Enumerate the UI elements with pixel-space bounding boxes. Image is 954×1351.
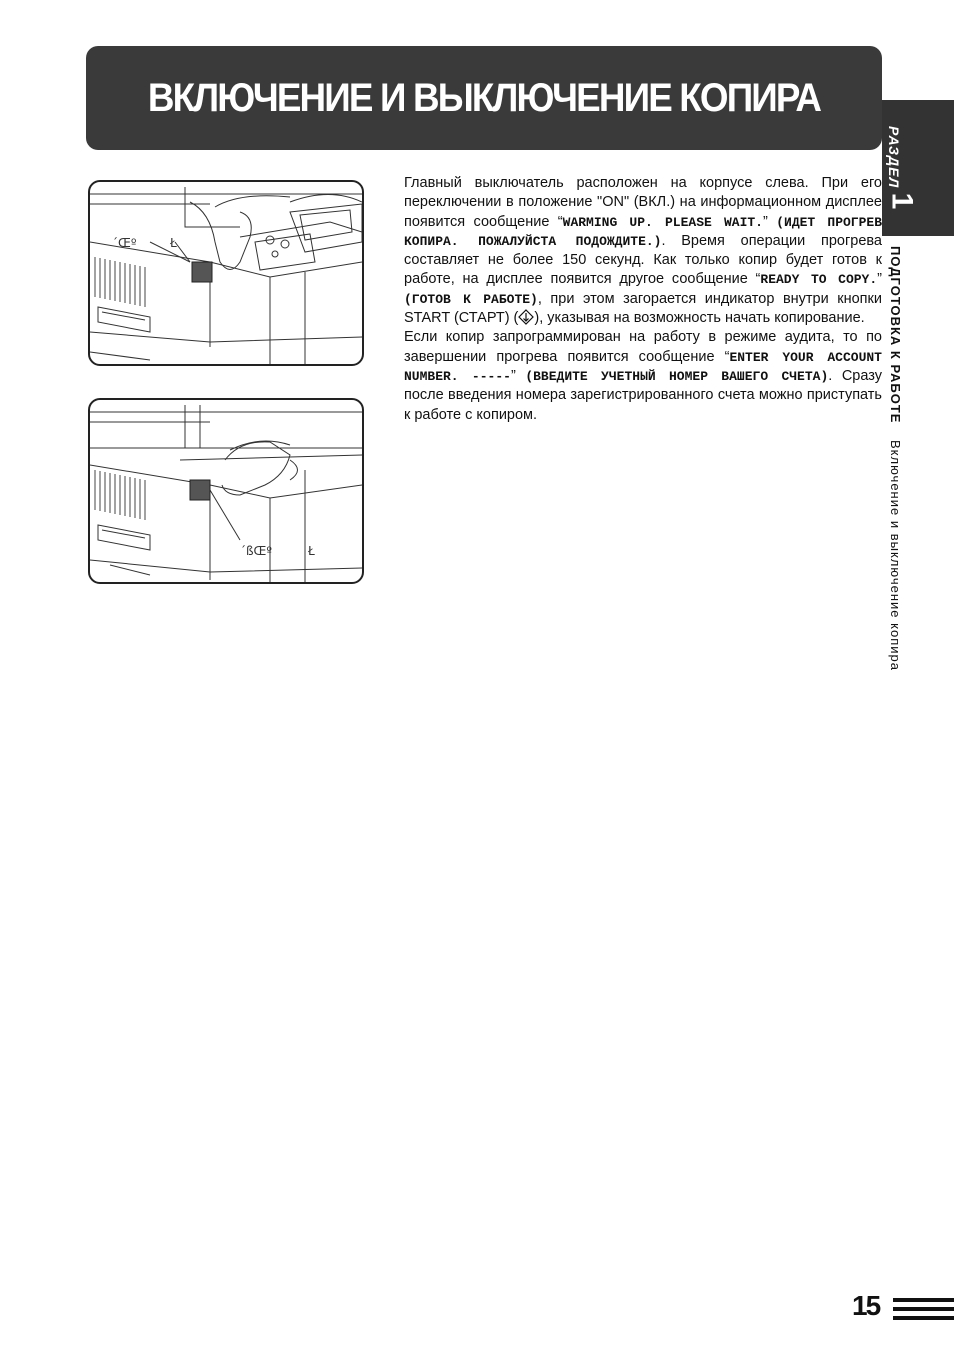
text-run: Если копир запрограммирован на работу в режиме аудита, то по завершении прогрева появится сообщение “: [404, 329, 882, 365]
section-name: ПОДГОТОВКА К РАБОТЕ: [888, 246, 903, 424]
section-tab-number: 1: [885, 192, 919, 210]
rule-line: [893, 1298, 954, 1302]
message-account: ENTER YOUR ACCOUNT NUMBER. -----: [404, 349, 882, 384]
message-warming-up: WARMING UP. PLEASE WAIT.: [562, 214, 763, 230]
power-on-illustration: [88, 180, 364, 366]
start-button-icon: [518, 309, 534, 325]
message-ready-ru: (ГОТОВ К РАБОТЕ): [404, 291, 538, 307]
paragraph-warmup: [404, 174, 882, 328]
text-run: . Сразу после введения номера зарегистрированного счета можно приступать к работе с копиром.: [404, 367, 882, 423]
text-run: Главный выключатель расположен на корпусе слева. При его переключении в положение "ON" (ВКЛ.) на информационном дисплее появится сообщение “: [404, 175, 882, 230]
title-banner: [86, 46, 882, 150]
rule-line: [893, 1307, 954, 1311]
message-warming-up-ru: (ИДЕТ ПРОГРЕВ КОПИРА. ПОЖАЛУЙСТА ПОДОЖДИТЕ.): [404, 214, 883, 249]
paragraph-audit: [404, 328, 882, 424]
message-account-ru: (ВВЕДИТЕ УЧЕТНЫЙ НОМЕР ВАШЕГО СЧЕТА): [525, 368, 829, 384]
page-title: ВКЛЮЧЕНИЕ И ВЫКЛЮЧЕНИЕ КОПИРА: [147, 75, 821, 120]
section-running-head: [888, 246, 903, 671]
switch-on-label-left: ´Œº: [112, 236, 137, 250]
body-text: [404, 174, 882, 425]
page-number-rules: [893, 1298, 954, 1325]
switch-on-label-right: Ł: [170, 236, 177, 250]
switch-off-label-right: Ł: [308, 544, 315, 558]
text-run: . Время операции прогрева составляет не более 150 секунд. Как только копир будет готов к работе, на дисплее появится другое сообщение “: [404, 232, 882, 288]
power-switch: [192, 262, 212, 282]
copier-switch-on-drawing: [90, 182, 362, 364]
message-ready: READY TO COPY.: [760, 272, 878, 288]
section-tab-label: РАЗДЕЛ: [886, 126, 902, 189]
page-number: 15: [852, 1290, 880, 1321]
rule-line: [893, 1316, 954, 1320]
text-run: ”: [877, 271, 882, 288]
text-run: , при этом загорается индикатор внутри кнопки START (СТАРТ) (: [404, 290, 882, 327]
text-run: ”: [510, 367, 526, 384]
copier-switch-off-drawing: [90, 400, 362, 582]
subsection-name: Включение и выключение копира: [888, 440, 903, 672]
text-run: ”: [762, 213, 777, 230]
power-switch: [190, 480, 210, 500]
power-off-illustration: [88, 398, 364, 584]
switch-off-label-left: ´ßŒº: [240, 544, 273, 558]
text-run: ), указывая на возможность начать копирование.: [534, 310, 865, 327]
